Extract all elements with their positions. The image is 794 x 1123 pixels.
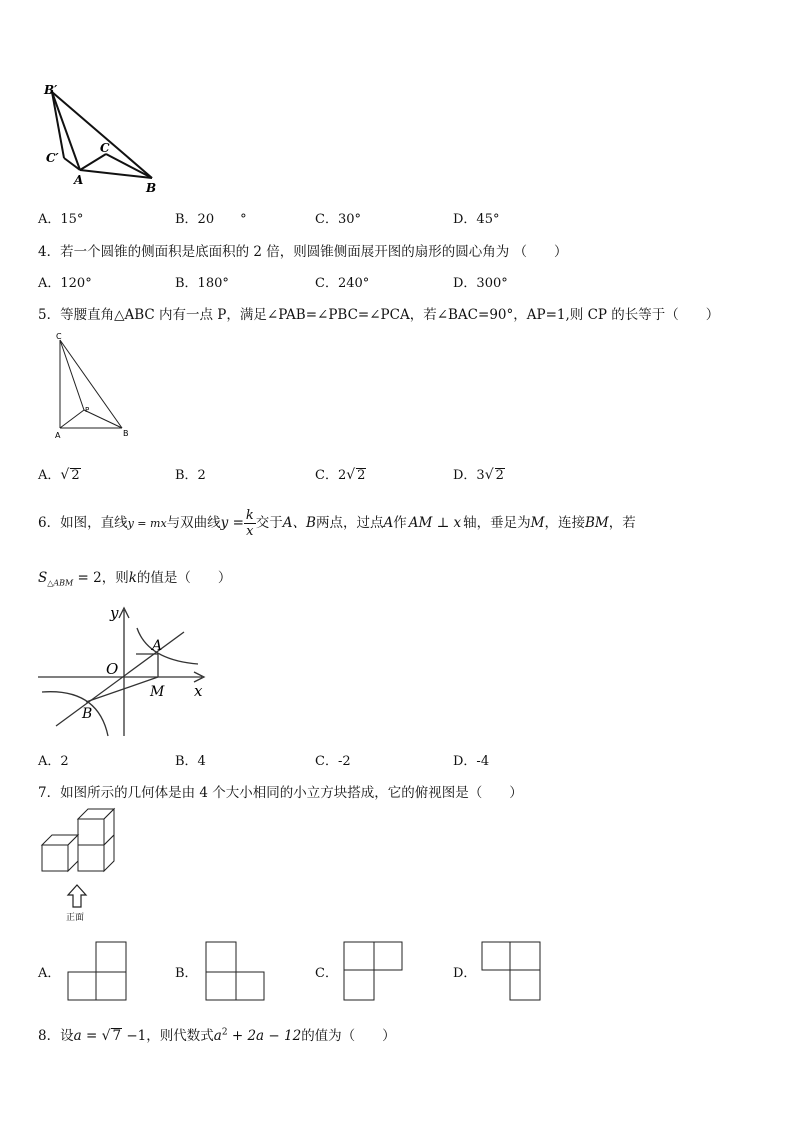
q5-option-c-radicand: 2 [357,468,366,483]
q8-radicand: 7 [112,1028,122,1044]
q6-option-b[interactable]: B．4 [175,754,206,769]
q5-option-d[interactable]: D．3√ 2 [453,467,504,483]
q7-option-d-figure[interactable] [480,940,544,1004]
q6-stem-line1 [38,505,636,542]
q6-option-d[interactable]: D．-4 [453,754,490,769]
q5-label-b: B [123,429,129,438]
q6-stem-line2 [38,566,231,588]
q8-expr-rest: + 2a − 12 [227,1028,302,1044]
q5-label-c: C [56,332,62,341]
q6-frac-num: k [245,508,254,523]
q6-figure [36,600,216,740]
q6-mid9: M [530,515,545,531]
q5-option-c-prefix: C．2 [315,468,347,483]
q3-option-b-text: B．20 [175,212,215,227]
q3-option-d[interactable]: D．45° [453,212,500,227]
q6-mid11: BM [585,515,609,531]
q8-stem: 8．设a = √ 7 −1，则代数式$a^2 + 2a - 12$的值为（ ） [38,1027,396,1044]
q6-option-a[interactable]: A．2 [38,754,69,769]
q6-mid8: 轴，垂足为 [463,515,531,531]
q6-mid1: 与双曲线 [166,515,221,531]
q6-mid6: 作 [393,515,407,531]
q8-minus: −1，则代数式 [122,1028,214,1044]
q7-option-c-figure[interactable] [342,940,406,1004]
q4-stem: 4．若一个圆锥的侧面积是底面积的 2 倍，则圆锥侧面展开图的扇形的圆心角为 （ ） [38,244,568,260]
q7-option-a-figure[interactable] [66,940,130,1004]
q8-eq: = [81,1028,102,1044]
q6-hyp-lhs: y = [220,515,244,531]
q4-option-a[interactable]: A．120° [38,276,92,291]
q6-mid2: 交于 [255,515,283,531]
q7-option-d-label[interactable]: D． [453,966,477,981]
q4-option-c[interactable]: C．240° [315,276,370,291]
q5-stem: 5．等腰直角△ABC 内有一点 P，满足∠PAB=∠PBC=∠PCA，若∠BAC=90°，AP=1,则 CP 的长等于（ ） [38,307,720,323]
q6-fraction [244,508,256,539]
q6-area-s: S [38,570,48,586]
q3-option-a[interactable]: A．15° [38,212,84,227]
q6-label-a: A [152,638,163,654]
q5-option-a-prefix: A． [38,468,61,483]
q7-cube-figure [38,805,128,887]
q6-frac-den: x [246,524,254,539]
q4-option-d[interactable]: D．300° [453,276,508,291]
q7-stem: 7．如图所示的几何体是由 4 个大小相同的小立方块搭成，它的俯视图是（ ） [38,785,523,801]
q3-option-b-deg: ° [240,212,247,227]
q6-option-c[interactable]: C．-2 [315,754,351,769]
q6-label-o: O [106,660,119,678]
q6-mid12: ，若 [608,515,636,531]
q6-label-x: x [194,682,203,700]
q6-prefix: 6．如图，直线 [38,515,128,531]
q6-label-b: B [82,706,93,722]
q3-label-c: C [100,141,110,155]
q7-option-a-label[interactable]: A． [38,966,61,981]
q5-option-d-radicand: 2 [495,468,504,483]
q5-label-p: P [85,406,90,414]
q6-k: k [128,570,137,586]
q3-figure [40,80,170,200]
q6-mid5: A [383,515,394,531]
q6-mid3: A、B [282,515,316,531]
q3-label-cprime: C′ [46,151,59,165]
q5-figure [50,330,140,442]
q8-end: 的值为（ ） [301,1028,396,1044]
q3-option-c[interactable]: C．30° [315,212,361,227]
q6-mid7: AM ⊥ x [408,515,462,531]
q7-front-label: 正面 [66,913,85,923]
q8-expr-a: a [213,1028,222,1044]
q3-label-a: A [74,173,84,187]
q8-prefix: 8．设 [38,1028,74,1044]
q4-option-b[interactable]: B．180° [175,276,229,291]
q5-option-a[interactable]: A．√ 2 [38,467,80,483]
q6-line2-end: 的值是（ ） [136,570,232,586]
q3-label-bprime: B′ [44,83,58,97]
q7-option-b-label[interactable]: B． [175,966,198,981]
q5-option-a-radicand: 2 [71,468,80,483]
q7-option-b-figure[interactable] [204,940,268,1004]
q5-label-a: A [55,431,61,440]
q6-line2-rest: = 2，则 [73,570,129,586]
q7-option-c-label[interactable]: C． [315,966,338,981]
q7-arrow-icon [66,884,88,908]
q6-label-y: y [110,604,119,622]
q6-label-m: M [150,684,165,700]
q3-label-b: B [146,181,157,195]
q6-area-sub: △ABM [47,578,74,588]
q6-line-eq: y = mx [127,517,167,530]
q5-option-d-prefix: D．3 [453,468,485,483]
q6-mid10: ，连接 [544,515,585,531]
q5-option-b[interactable]: B．2 [175,468,206,483]
q6-mid4: 两点，过点 [315,515,384,531]
q3-option-b[interactable] [175,208,247,227]
q5-option-c[interactable]: C．2√ 2 [315,467,366,483]
q8-a-var: a [73,1028,82,1044]
